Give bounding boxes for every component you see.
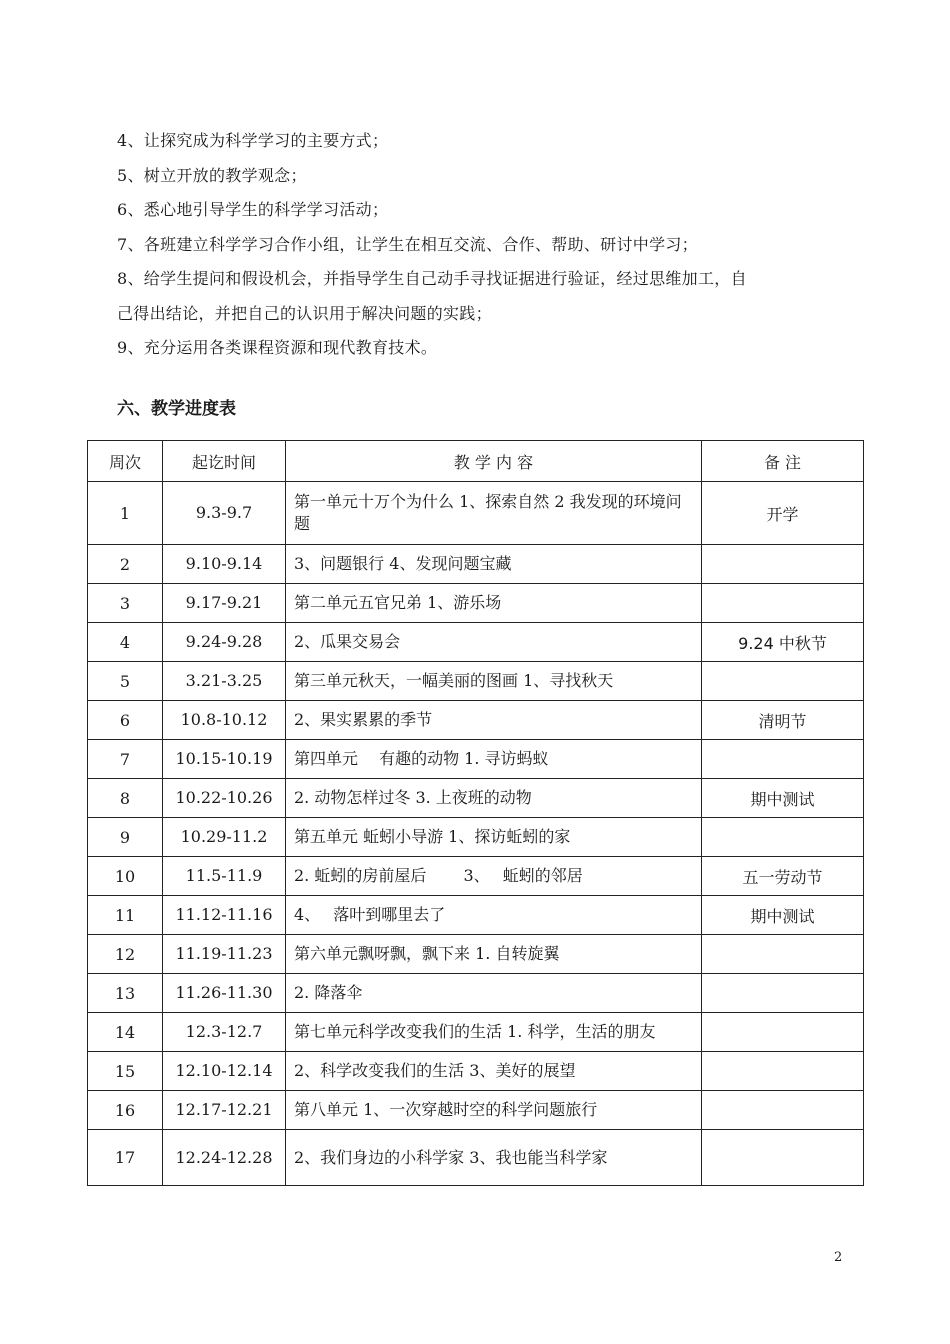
dates-cell-text: 11.26-11.30	[175, 983, 273, 1002]
week-cell	[88, 779, 163, 818]
week-cell-text: 14	[114, 1022, 136, 1042]
dates-cell	[163, 662, 286, 701]
dates-cell-text: 12.24-12.28	[175, 1147, 273, 1167]
week-cell-text: 11	[114, 905, 136, 925]
table-row	[88, 1013, 864, 1052]
week-cell-text: 3	[119, 593, 131, 613]
table-header-row	[88, 441, 864, 482]
note-cell-text: 9.24 中秋节	[738, 633, 827, 653]
content-cell	[286, 935, 702, 974]
week-cell	[88, 584, 163, 623]
dates-cell	[163, 1052, 286, 1091]
week-cell	[88, 1130, 163, 1186]
dates-cell-text: 3.21-3.25	[185, 671, 263, 690]
note-cell	[702, 935, 864, 974]
content-cell	[286, 896, 702, 935]
dates-cell	[163, 779, 286, 818]
week-cell-text: 7	[119, 749, 131, 769]
content-cell-text: 第八单元 1、一次穿越时空的科学问题旅行	[294, 1100, 598, 1119]
note-cell	[702, 584, 864, 623]
list-item: 4、让探究成为科学学习的主要方式；	[117, 131, 389, 150]
list-item: 6、悉心地引导学生的科学学习活动；	[117, 200, 389, 219]
content-cell	[286, 701, 702, 740]
note-cell	[702, 779, 864, 818]
dates-cell-text: 11.12-11.16	[175, 905, 273, 924]
schedule-table	[87, 440, 864, 1186]
content-cell	[286, 779, 702, 818]
dates-cell-text: 10.15-10.19	[175, 749, 273, 768]
list-item: 5、树立开放的教学观念；	[117, 165, 307, 185]
content-cell-text: 第四单元 有趣的动物 1. 寻访蚂蚁	[294, 749, 549, 768]
content-cell-text: 2. 蚯蚓的房前屋后 3、 蚯蚓的邻居	[294, 866, 583, 885]
week-cell	[88, 818, 163, 857]
table-row	[88, 1130, 864, 1186]
list-item: 己得出结论，并把自己的认识用于解决问题的实践；	[117, 303, 492, 323]
content-cell-text: 第七单元科学改变我们的生活 1. 科学，生活的朋友	[294, 1022, 656, 1041]
table-row	[88, 482, 864, 545]
table-row	[88, 974, 864, 1013]
week-cell-text: 12	[114, 944, 136, 964]
week-cell-text: 1	[119, 503, 131, 523]
dates-cell	[163, 857, 286, 896]
week-cell	[88, 857, 163, 896]
week-cell-text: 8	[119, 788, 131, 808]
dates-cell-text: 9.17-9.21	[185, 593, 263, 612]
note-cell-text: 期中测试	[750, 906, 815, 926]
week-cell-text: 4	[119, 632, 131, 652]
note-cell	[702, 623, 864, 662]
content-cell	[286, 545, 702, 584]
dates-cell	[163, 545, 286, 584]
dates-cell	[163, 740, 286, 779]
note-cell	[702, 896, 864, 935]
dates-cell	[163, 974, 286, 1013]
week-cell-text: 9	[119, 827, 131, 847]
dates-cell-text: 9.24-9.28	[185, 632, 263, 651]
week-cell-text: 13	[114, 983, 136, 1003]
section-heading: 六、教学进度表	[117, 399, 236, 419]
content-cell-text: 第三单元秋天，一幅美丽的图画 1、寻找秋天	[294, 671, 614, 690]
week-cell-text: 15	[114, 1061, 136, 1081]
content-cell-text: 4、 落叶到哪里去了	[294, 905, 446, 924]
note-cell-text: 清明节	[758, 711, 807, 731]
week-cell	[88, 1013, 163, 1052]
dates-cell-text: 9.3-9.7	[195, 503, 253, 522]
dates-cell	[163, 896, 286, 935]
table-row	[88, 857, 864, 896]
table-row	[88, 545, 864, 584]
content-cell	[286, 857, 702, 896]
table-row	[88, 662, 864, 701]
content-cell-text: 2. 动物怎样过冬 3. 上夜班的动物	[294, 788, 532, 807]
week-cell-text: 17	[114, 1148, 136, 1167]
content-cell-text: 2. 降落伞	[294, 983, 363, 1002]
content-cell	[286, 974, 702, 1013]
note-cell	[702, 1130, 864, 1186]
header-dates: 起讫时间	[163, 441, 286, 482]
table-row	[88, 1091, 864, 1130]
table-row	[88, 584, 864, 623]
dates-cell-text: 12.17-12.21	[175, 1100, 273, 1119]
note-cell-text: 五一劳动节	[742, 867, 823, 887]
table-row	[88, 740, 864, 779]
note-cell	[702, 1052, 864, 1091]
table-row	[88, 623, 864, 662]
week-cell	[88, 974, 163, 1013]
dates-cell	[163, 1130, 286, 1186]
note-cell	[702, 545, 864, 584]
content-cell	[286, 662, 702, 701]
note-cell	[702, 1091, 864, 1130]
dates-cell	[163, 935, 286, 974]
dates-cell-text: 9.10-9.14	[185, 554, 263, 573]
strategy-list	[117, 124, 857, 366]
header-content: 教 学 内 容	[286, 441, 702, 482]
week-cell-text: 16	[114, 1100, 136, 1120]
content-cell-text: 第一单元十万个为什么 1、探索自然 2 我发现的环境问题	[294, 492, 682, 533]
note-cell	[702, 740, 864, 779]
dates-cell	[163, 701, 286, 740]
content-cell	[286, 584, 702, 623]
dates-cell-text: 11.19-11.23	[175, 944, 273, 963]
dates-cell	[163, 1091, 286, 1130]
dates-cell	[163, 818, 286, 857]
dates-cell-text: 10.8-10.12	[180, 710, 268, 729]
note-cell	[702, 974, 864, 1013]
content-cell	[286, 818, 702, 857]
content-cell	[286, 1130, 702, 1186]
dates-cell-text: 12.10-12.14	[175, 1061, 273, 1080]
week-cell-text: 5	[119, 671, 131, 691]
content-cell	[286, 740, 702, 779]
content-cell	[286, 482, 702, 545]
content-cell-text: 第二单元五官兄弟 1、游乐场	[294, 593, 502, 612]
dates-cell	[163, 482, 286, 545]
note-cell-text: 期中测试	[750, 789, 815, 809]
week-cell	[88, 701, 163, 740]
week-cell	[88, 545, 163, 584]
content-cell-text: 2、果实累累的季节	[294, 710, 433, 729]
content-cell	[286, 1052, 702, 1091]
dates-cell-text: 10.29-11.2	[180, 827, 268, 846]
week-cell	[88, 482, 163, 545]
content-cell-text: 3、问题银行 4、发现问题宝藏	[294, 554, 512, 573]
content-cell-text: 2、瓜果交易会	[294, 632, 401, 651]
content-cell	[286, 623, 702, 662]
note-cell	[702, 482, 864, 545]
list-item: 9、充分运用各类课程资源和现代教育技术。	[117, 338, 438, 357]
content-cell	[286, 1013, 702, 1052]
content-cell	[286, 1091, 702, 1130]
content-cell-text: 第六单元飘呀飘，飘下来 1. 自转旋翼	[294, 944, 560, 963]
table-row	[88, 1052, 864, 1091]
week-cell	[88, 1052, 163, 1091]
page-number: 2	[834, 1250, 843, 1265]
dates-cell	[163, 584, 286, 623]
header-note: 备 注	[702, 441, 864, 482]
week-cell	[88, 1091, 163, 1130]
table-row	[88, 779, 864, 818]
week-cell	[88, 740, 163, 779]
week-cell	[88, 662, 163, 701]
table-row	[88, 701, 864, 740]
content-cell-text: 第五单元 蚯蚓小导游 1、探访蚯蚓的家	[294, 827, 571, 846]
note-cell	[702, 662, 864, 701]
week-cell-text: 2	[119, 554, 131, 574]
table-row	[88, 896, 864, 935]
week-cell-text: 10	[114, 866, 136, 886]
content-cell-text: 2、科学改变我们的生活 3、美好的展望	[294, 1061, 576, 1080]
week-cell	[88, 935, 163, 974]
dates-cell-text: 12.3-12.7	[185, 1022, 263, 1041]
dates-cell	[163, 623, 286, 662]
table-row	[88, 818, 864, 857]
note-cell	[702, 857, 864, 896]
note-cell-text: 开学	[766, 504, 799, 524]
dates-cell-text: 11.5-11.9	[185, 866, 263, 885]
content-cell-text: 2、我们身边的小科学家 3、我也能当科学家	[294, 1147, 608, 1167]
note-cell	[702, 1013, 864, 1052]
list-item: 8、给学生提问和假设机会，并指导学生自己动手寻找证据进行验证，经过思维加工，自	[117, 269, 747, 288]
list-item: 7、各班建立科学学习合作小组，让学生在相互交流、合作、帮助、研讨中学习；	[117, 234, 698, 254]
week-cell-text: 6	[119, 710, 131, 730]
note-cell	[702, 818, 864, 857]
note-cell	[702, 701, 864, 740]
week-cell	[88, 896, 163, 935]
table-row	[88, 935, 864, 974]
dates-cell-text: 10.22-10.26	[175, 788, 273, 807]
dates-cell	[163, 1013, 286, 1052]
week-cell	[88, 623, 163, 662]
header-week: 周次	[88, 441, 163, 482]
